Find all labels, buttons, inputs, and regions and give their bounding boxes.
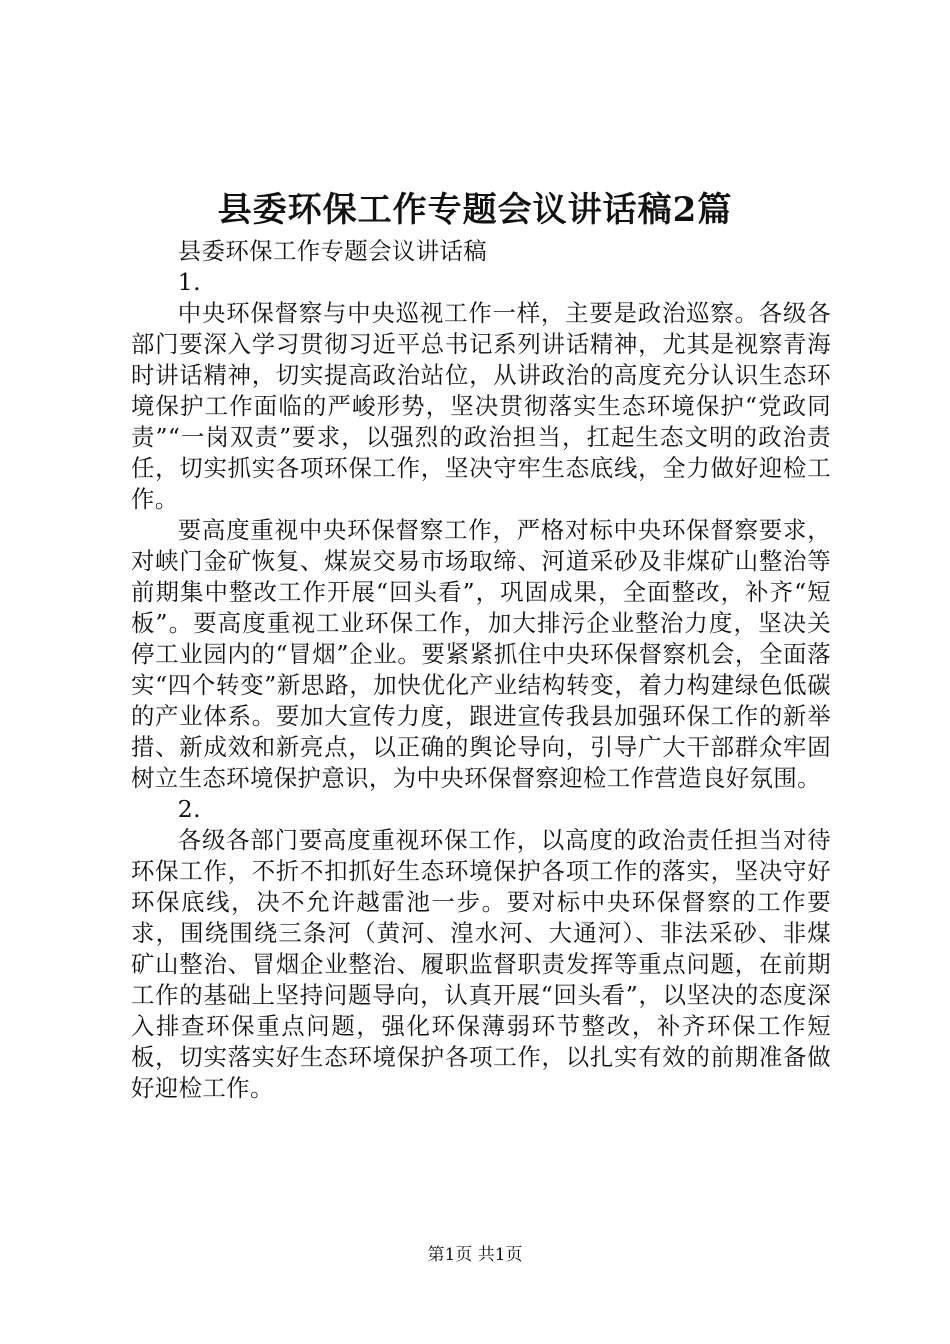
- section-number-2: 2.: [177, 795, 201, 823]
- paragraph-1: 中央环保督察与中央巡视工作一样，主要是政治巡察。各级各部门要深入学习贯彻习近平总书记系列讲话精神，尤其是视察青海时讲话精神，切实提高政治站位，从讲政治的高度充分认识生态环境保护工作面临的严峻形势，坚决贯彻落实生态环境保护“党政同责”“一岗双责”要求，以强烈的政治担当，扛起生态文明的政治责任，切实抓实各项环保工作，坚决守牢生态底线，全力做好迎检工作。: [131, 299, 831, 513]
- document-body: [131, 236, 831, 1104]
- document-subtitle: 县委环保工作专题会议讲话稿: [177, 237, 488, 265]
- paragraph-2: 要高度重视中央环保督察工作，严格对标中央环保督察要求，对峡门金矿恢复、煤炭交易市场取缔、河道采砂及非煤矿山整治等前期集中整改工作开展“回头看”，巩固成果，全面整改，补齐“短板”。要高度重视工业环保工作，加大排污企业整治力度，坚决关停工业园内的“冒烟”企业。要紧紧抓住中央环保督察机会，全面落实“四个转变”新思路，加快优化产业结构转变，着力构建绿色低碳的产业体系。要加大宣传力度，跟进宣传我县加强环保工作的新举措、新成效和新亮点，以正确的舆论导向，引导广大干部群众牢固树立生态环境保护意识，为中央环保督察迎检工作营造良好氛围。: [131, 516, 831, 792]
- paragraph-3: 各级各部门要高度重视环保工作，以高度的政治责任担当对待环保工作，不折不扣抓好生态环境保护各项工作的落实，坚决守好环保底线，决不允许越雷池一步。要对标中央环保督察的工作要求，围绕围绕三条河（黄河、湟水河、大通河）、非法采砂、非煤矿山整治、冒烟企业整治、履职监督职责发挥等重点问题，在前期工作的基础上坚持问题导向，认真开展“回头看”，以坚决的态度深入排查环保重点问题，强化环保薄弱环节整改，补齐环保工作短板，切实落实好生态环境保护各项工作，以扎实有效的前期准备做好迎检工作。: [131, 826, 831, 1102]
- page-footer: 第1页 共1页: [427, 1245, 523, 1265]
- section-number-1: 1.: [177, 268, 201, 296]
- document-title: 县委环保工作专题会议讲话稿2篇: [217, 190, 733, 230]
